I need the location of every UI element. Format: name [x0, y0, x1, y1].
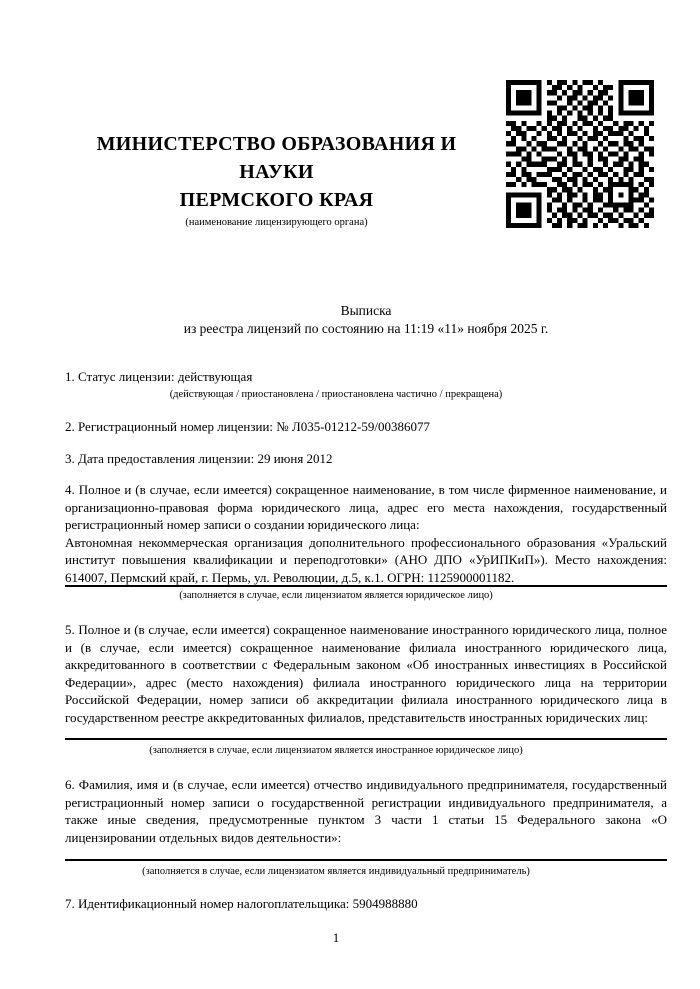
legal-entity-fill-line — [65, 585, 667, 587]
ministry-name-line1: МИНИСТЕРСТВО ОБРАЗОВАНИЯ И НАУКИ — [96, 133, 457, 183]
foreign-entity-item: 5. Полное и (в случае, если имеется) сокращенное наименование иностранного юридического лица, полное и (в случае, если имеется) сокращенное наименование филиала иностранного юридического лица, аккредитованного в соответствии с Федеральным законом «Об иностранных инвестициях в Российской Федерации», адрес (место нахождения) филиала иностранного юридического лица на территории Российской Федерации, номер записи об аккредитации филиала иностранного юридического лица в государственном реестре аккредитованных филиалов, представительств иностранных юридических лиц: — [65, 622, 667, 725]
ministry-name-line2: ПЕРМСКОГО КРАЯ — [179, 189, 374, 211]
document-title — [65, 302, 667, 338]
document-title-line1: Выписка — [340, 303, 392, 318]
foreign-entity-caption: (заполняется в случае, если лицензиатом является иностранное юридическое лицо) — [149, 745, 523, 756]
legal-entity-heading: 4. Полное и (в случае, если имеется) сокращенное наименование, в том числе фирменное наименование, и организационно-правовая форма юридического лица, адрес его места нахождения, государственный регистрационный номер записи о создании юридического лица: — [65, 482, 667, 532]
licensing-authority-caption: (наименование лицензирующего органа) — [185, 217, 368, 228]
ministry-header — [65, 130, 488, 229]
page-number: 1 — [332, 930, 340, 945]
license-status-item: 1. Статус лицензии: действующая — [65, 369, 253, 384]
legal-entity-item — [65, 481, 667, 586]
qr-code — [506, 80, 654, 228]
status-options-caption: (действующая / приостановлена / приостановлена частично / прекращена) — [169, 389, 503, 400]
legal-entity-value: Автономная некоммерческая организация дополнительного профессионального образования «Уральский институт повышения квалификации и переподготовки» (АНО ДПО «УрИПКиП»). Место нахождения: 614007, Пермский край, г. Пермь, ул. Революции, д.5, к.1. ОГРН: 1125900001182. — [65, 534, 667, 585]
entrepreneur-caption: (заполняется в случае, если лицензиатом является индивидуальный предприниматель) — [142, 866, 530, 877]
registration-number-item: 2. Регистрационный номер лицензии: № Л035-01212-59/00386077 — [65, 419, 431, 434]
foreign-entity-fill-line — [65, 738, 667, 740]
license-grant-date-item: 3. Дата предоставления лицензии: 29 июня 2012 — [65, 451, 333, 466]
entrepreneur-item: 6. Фамилия, имя и (в случае, если имеется) отчество индивидуального предпринимателя, государственный регистрационный номер записи о государственной регистрации индивидуального предпринимателя, а также иные сведения, предусмотренные пунктом 3 части 1 статьи 15 Федерального закона «О лицензировании отдельных видов деятельности»: — [65, 777, 667, 845]
legal-entity-caption: (заполняется в случае, если лицензиатом является юридическое лицо) — [179, 590, 493, 601]
document-title-line2: из реестра лицензий по состоянию на 11:19 «11» ноября 2025 г. — [183, 321, 549, 336]
entrepreneur-fill-line — [65, 859, 667, 861]
qr-code-container — [506, 80, 654, 228]
taxpayer-id-item: 7. Идентификационный номер налогоплательщика: 5904988880 — [65, 896, 418, 911]
